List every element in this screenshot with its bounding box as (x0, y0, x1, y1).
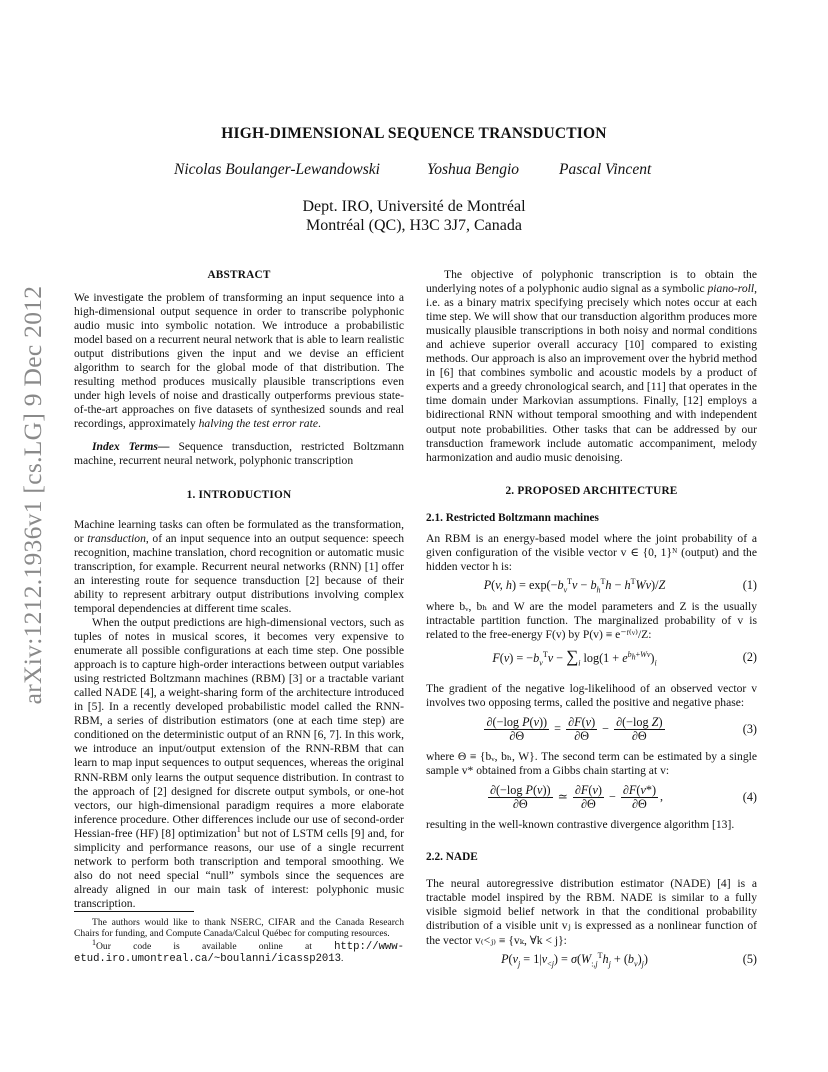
affiliation-line-1: Dept. IRO, Université de Montréal (302, 198, 526, 215)
author-3: Pascal Vincent (559, 161, 652, 178)
rbm-paragraph-1: An RBM is an energy-based model where the joint probability of a given configuration of the visible vector v ∈ {0, 1}ᴺ (output) and the hidden vector h is: (426, 531, 757, 573)
author-1: Nicolas Boulanger-Lewandowski (174, 161, 380, 178)
equation-1: P(v, $h) = \exp(-b_v^Tv - b_h^Th - h^TWv)/Z$ (1) (483, 576, 757, 595)
equation-4: $\frac{\text{∂(−log P(v))}}{\partial\Theta}$ ≃ $\frac{\partial F(v)}{\partial\Theta}$ − $\frac{\partial F(v*)}{\partial\Theta}$ , (4) (489, 783, 757, 812)
footnote-rule (74, 911, 194, 912)
rbm-paragraph-5: resulting in the well-known contrastive divergence algorithm [13]. (426, 818, 735, 832)
rbm-paragraph-4: where Θ ≡ {bᵥ, bₕ, W}. The second term can be estimated by a single sample v* obtained from a Gibbs chain starting at v: (426, 750, 757, 778)
transcription-paragraph: The objective of polyphonic transcription is to obtain the underlying notes of a polyphonic audio signal as a symbolic piano-roll, i.e. as a binary matrix specifying precisely which notes occur at each time step. We will show that our transduction algorithm produces more musically plausible transcriptions in both noisy and normal conditions and achieve superior overall accuracy [10] compared to existing methods. Our approach is also an improvement over the hybrid method in [6] that combines symbolic and acoustic models by a product of experts and a greedy chronological search, and [11] that operates in the time domain under Markovian assumptions. Finally, [12] employs a bidirectional RNN without temporal smoothing and with independent output note probabilities. Other tasks that can be addressed by our transduction framework include automatic accompaniment, melody harmonization and audio music denoising. (426, 268, 757, 464)
arxiv-sidebar-stamp: arXiv:1212.1936v1 [cs.LG] 9 Dec 2012 (18, 285, 47, 705)
equation-2-number: (2) (742, 650, 757, 665)
equation-3-number: (3) (742, 722, 757, 737)
equation-3: $\frac{\text{∂(−log P(v))}}{\partial\Theta}$ = $\frac{\partial F(v)}{\partial\Theta}$ − $\frac{\text{∂(−log Z)}}{\partial\Theta}$ (3) (486, 715, 757, 744)
abstract-body: We investigate the problem of transforming an input sequence into a high-dimensional output sequence in order to transcribe polyphonic audio music into symbolic notation. We introduce a probabilistic model based on a recurrent neural network that is able to learn realistic output distributions given the input and we devise an efficient algorithm to search for the global mode of that distribution. The resulting method produces musically plausible transcriptions even under high levels of noise and drastically outperforms previous state-of-the-art approaches on five datasets of synthesized sounds and real recordings, approximately halving the test error rate. (74, 291, 404, 431)
index-terms: Index Terms— Sequence transduction, restricted Boltzmann machine, recurrent neural network, polyphonic transcription (74, 439, 404, 467)
left-column (74, 268, 404, 911)
abstract-heading: ABSTRACT (207, 269, 271, 281)
equation-5: $P(v_j = 1|v_{<j}) = \sigma(W_{:,j}^Th_j + (b_v)_j)$ (5) (501, 950, 757, 968)
equation-1-number: (1) (742, 577, 757, 592)
rbm-paragraph-3: The gradient of the negative log-likelihood of an observed vector v involves two opposing terms, called the positive and negative phase: (426, 682, 757, 710)
intro-paragraph-1: Machine learning tasks can often be formulated as the transformation, or transduction, of an input sequence into an output sequence: speech recognition, machine translation, chord recognition or automatic music transcription, for example. Recurrent neural networks (RNN) [1] offer an interesting route for sequence transduction [2] because of their ability to represent arbitrary output distributions involving complex temporal dependencies at different time scales. (74, 517, 404, 615)
footnote-1: $^1$Our code is available online at http://www-etud.iro.umontreal.ca/~boulanni/icassp2013. (74, 937, 404, 966)
author-2: Yoshua Bengio (427, 161, 520, 178)
code-url-link[interactable]: http://www-etud.iro.umontreal.ca/~boulanni/icassp2013 (74, 940, 404, 966)
equation-5-number: (5) (742, 951, 757, 966)
intro-paragraph-2: When the output predictions are high-dimensional vectors, such as tuples of notes in musical scores, it becomes very expensive to enumerate all possible configurations at each time step. One possible approach is to capture high-order interactions between output variables using restricted Boltzmann machines (RBM) [3] or a tractable variant called NADE [4], a weight-sharing form of the architecture introduced in [5]. In a recently developed probabilistic model called the RNN-RBM, a series of distribution estimators (one at each time step) are conditioned on the deterministic output of an RNN [6, 7]. In this work, we introduce an input/output extension of the RNN-RBM that can learn to map input sequences to output sequences, whereas the original RNN-RBM only learns the output sequence distribution. In contrast to the approach of [2] designed for discrete output symbols, or one-hot vectors, our high-dimensional paradigm requires a more elaborate inference procedure. Other differences include our use of second-order Hessian-free (HF) [8] optimization$^1$ but not of LSTM cells [9] and, for simplicity and performance reasons, our use of a single recurrent network to perform both transcription and temporal smoothing. We also do not need special “null” symbols since the sequences are already aligned in our main task of interest: polyphonic music transcription. (74, 615, 404, 910)
right-column (426, 268, 757, 974)
rbm-paragraph-2: where bᵥ, bₕ and W are the model parameters and Z is the usually intractable partition function. The marginalized probability of v is related to the free-energy F(v) by P(v) ≡ e⁻ᶠ⁽ᵛ⁾/Z: (426, 599, 757, 641)
nade-paragraph: The neural autoregressive distribution estimator (NADE) [4] is a tractable model inspired by the RBM. NADE is similar to a fully visible sigmoid belief network in that the conditional probability distribution of a visible unit vⱼ is expressed as a nonlinear function of the vector v₍<ⱼ₎ ≡ {vₖ, ∀k < j}: (426, 877, 757, 947)
subsection-2-2-heading: 2.2. NADE (426, 851, 478, 864)
paper-title: HIGH-DIMENSIONAL SEQUENCE TRANSDUCTION (221, 125, 607, 142)
section-2-heading: 2. PROPOSED ARCHITECTURE (505, 484, 678, 497)
affiliation-line-2: Montréal (QC), H3C 3J7, Canada (306, 217, 522, 234)
subsection-2-1-heading: 2.1. Restricted Boltzmann machines (426, 511, 599, 524)
equation-4-number: (4) (742, 790, 757, 805)
intro-heading: 1. INTRODUCTION (186, 488, 292, 501)
footnotes (74, 917, 404, 966)
footnote-thanks: The authors would like to thank NSERC, CIFAR and the Canada Research Chairs for funding, and Compute Canada/Calcul Québec for computing resources. (74, 917, 404, 940)
equation-2: $F(v) = -b_v^Tv - \sum_i$ $\log(1 + e^{b_h+Wv})_i$ (2) (492, 647, 757, 668)
